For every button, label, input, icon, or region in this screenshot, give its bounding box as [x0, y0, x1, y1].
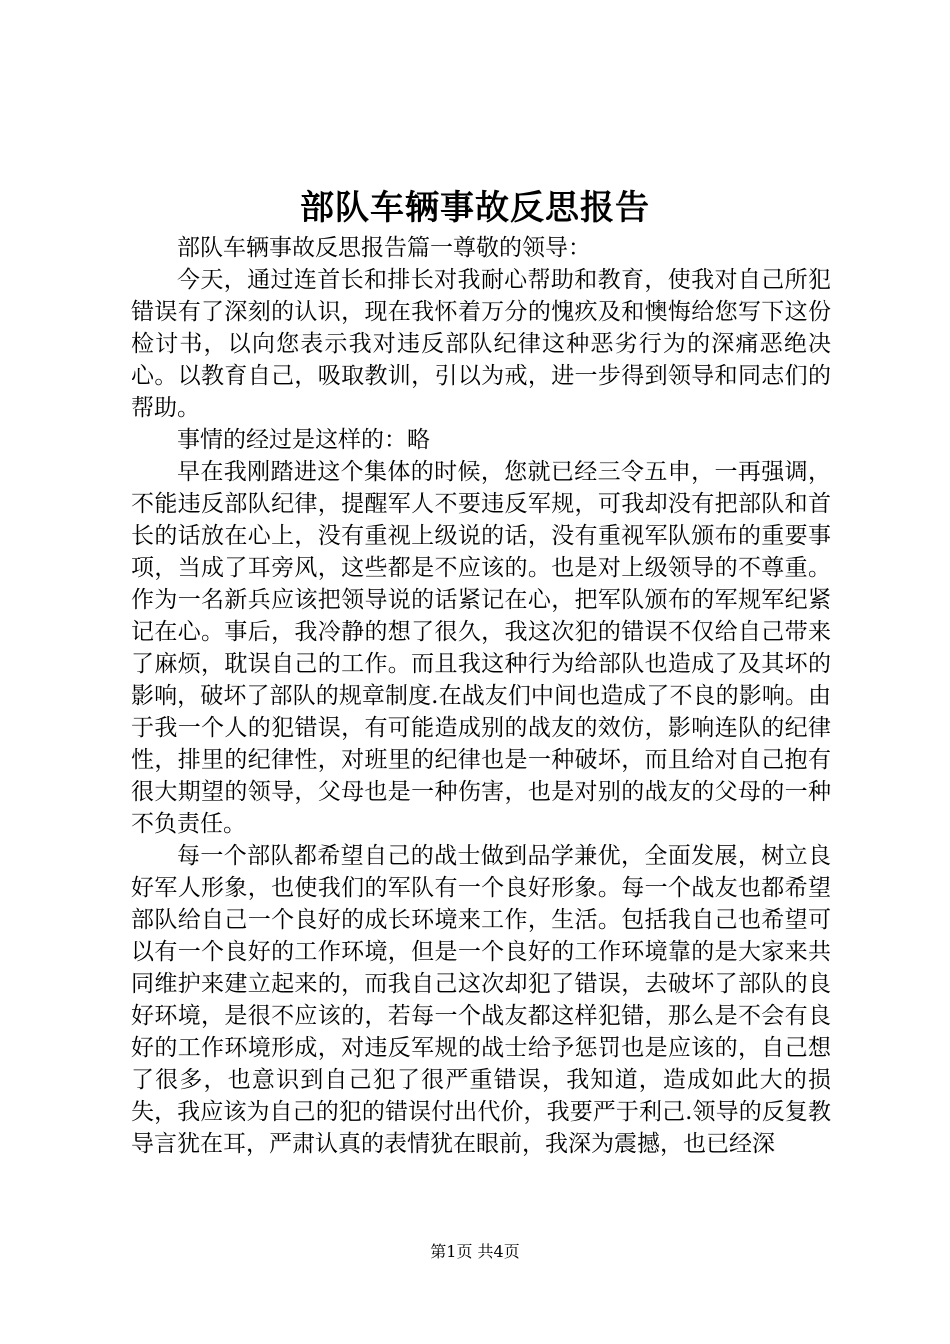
paragraph-environment: 每一个部队都希望自己的战士做到品学兼优，全面发展，树立良好军人形象，也使我们的军队有一个良好形象。每一个战友也都希望部队给自己一个良好的成长环境来工作，生活。包括我自己也希望可以有一个良好的工作环境，但是一个良好的工作环境靠的是大家来共同维护来建立起来的，而我自己这次却犯了错误，去破坏了部队的良好环境，是很不应该的，若每一个战友都这样犯错，那么是不会有良好的工作环境形成，对违反军规的战士给予惩罚也是应该的，自己想了很多，也意识到自己犯了很严重错误，我知道，造成如此大的损失，我应该为自己的犯的错误付出代价，我要严于利己.领导的反复教导言犹在耳，严肃认真的表情犹在眼前，我深为震撼，也已经深 — [131, 843, 831, 1157]
paragraph-opening: 今天，通过连首长和排长对我耐心帮助和教育，使我对自己所犯错误有了深刻的认识，现在我怀着万分的愧疚及和懊悔给您写下这份检讨书，以向您表示我对违反部队纪律这种恶劣行为的深痛恶绝决心。以教育自己，吸取教训，引以为戒，进一步得到领导和同志们的帮助。 — [131, 267, 831, 421]
document-title: 部队车辆事故反思报告 — [300, 188, 650, 228]
paragraph-reflection: 早在我刚踏进这个集体的时候，您就已经三令五申，一再强调，不能违反部队纪律，提醒军人不要违反军规，可我却没有把部队和首长的话放在心上，没有重视上级说的话，没有重视军队颁布的重要事项，当成了耳旁风，这些都是不应该的。也是对上级领导的不尊重。作为一名新兵应该把领导说的话紧记在心，把军队颁布的军规军纪紧记在心。事后，我冷静的想了很久，我这次犯的错误不仅给自己带来了麻烦，耽误自己的工作。而且我这种行为给部队也造成了及其坏的影响，破坏了部队的规章制度.在战友们中间也造成了不良的影响。由于我一个人的犯错误，有可能造成别的战友的效仿，影响连队的纪律性，排里的纪律性，对班里的纪律也是一种破坏，而且给对自己抱有很大期望的领导，父母也是一种伤害，也是对别的战友的父母的一种不负责任。 — [131, 459, 831, 837]
paragraph-salutation: 部队车辆事故反思报告篇一尊敬的领导： — [177, 235, 591, 261]
paragraph-incident: 事情的经过是这样的：略 — [177, 427, 430, 453]
page-footer: 第1页 共4页 — [430, 1242, 520, 1261]
document-body — [131, 232, 831, 1160]
